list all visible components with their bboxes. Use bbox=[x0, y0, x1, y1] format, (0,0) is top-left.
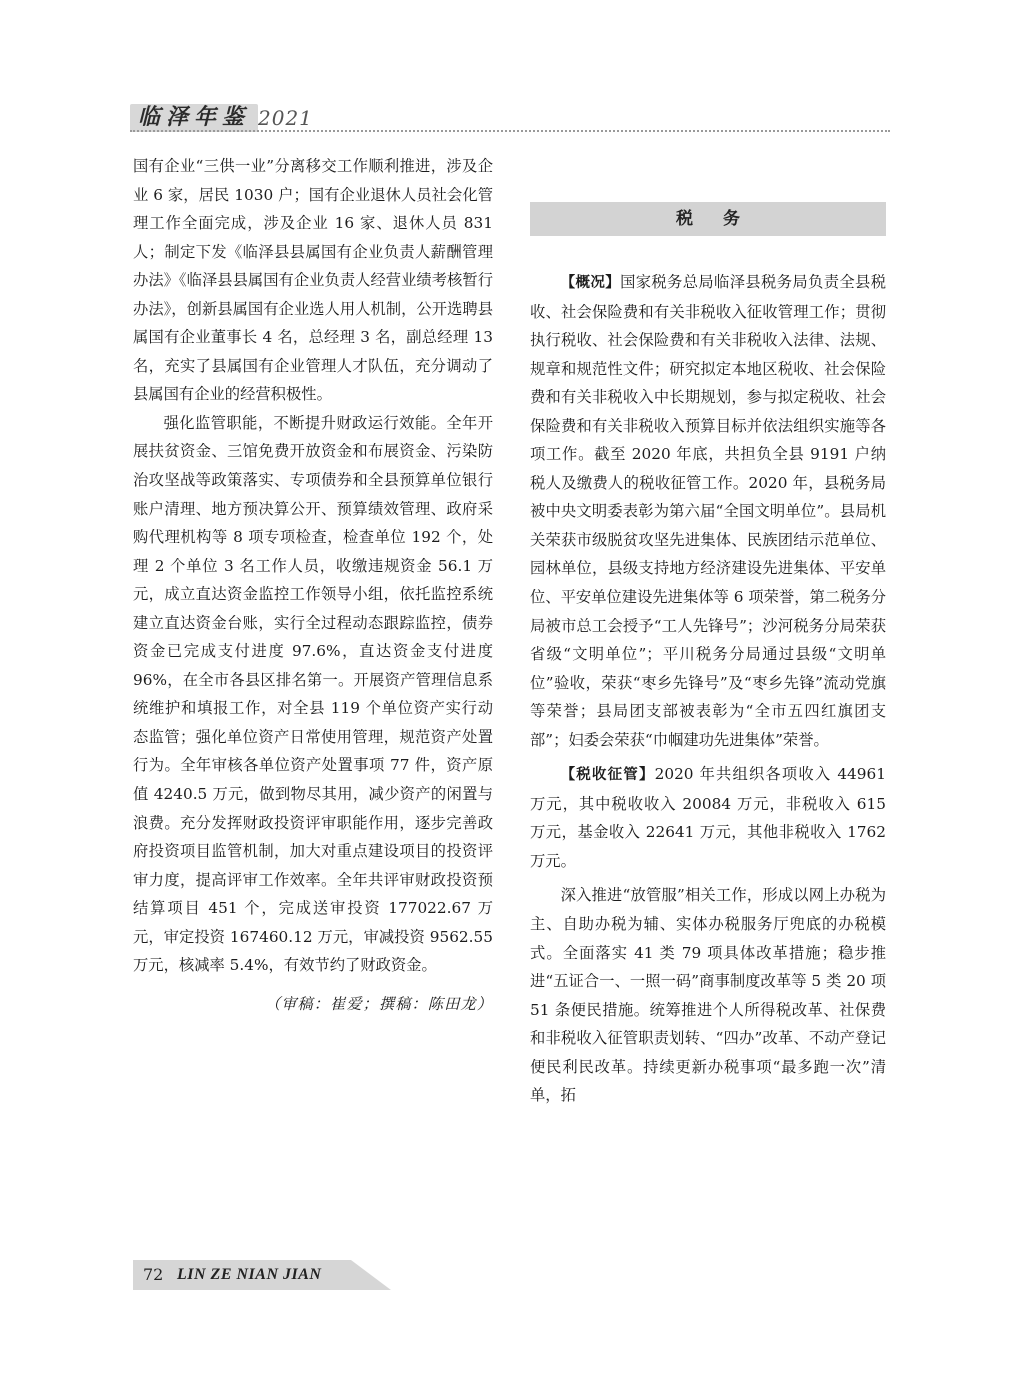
yearbook-title: 临泽年鉴 bbox=[130, 104, 258, 132]
section-title-taxation: 税务 bbox=[530, 202, 886, 236]
paragraph-tax-collection bbox=[530, 760, 886, 875]
page-number: 72 bbox=[143, 1265, 164, 1284]
page-footer bbox=[133, 1260, 393, 1290]
paragraph-fiscal-supervision: 强化监管职能，不断提升财政运行效能。全年开展扶贫资金、三馆免费开放资金和布展资金、污染防治攻坚战等政策落实、专项债券和全县预算单位银行账户清理、地方预决算公开、预算绩效管理、政府采购代理机构等 8 项专项检查，检查单位 192 个，处理 2 个单位 3 名工作人员，收缴违规资金 56.1 万元，成立直达资金监控工作领导小组，依托监控系统建立直达资金台账，实行全过程动态跟踪监控，债券资金已完成支付进度 97.6%，直达资金支付进度 96%，在全市各县区排名第一。开展资产管理信息系统维护和填报工作，对全县 119 个单位资产实行动态监管；强化单位资产日常使用管理，规范资产处置行为。全年审核各单位资产处置事项 77 件，资产原值 4240.5 万元，做到物尽其用，减少资产的闲置与浪费。充分发挥财政投资评审职能作用，逐步完善政府投资项目监管机制，加大对重点建设项目的投资评审力度，提高评审工作效率。全年共评审财政投资预结算项目 451 个，完成送审投资 177022.67 万元，审定投资 167460.12 万元，审减投资 9562.55 万元，核减率 5.4%，有效节约了财政资金。 bbox=[133, 413, 493, 975]
header-divider bbox=[130, 130, 890, 132]
tax-collection-tag: 【税收征管】 bbox=[560, 767, 655, 784]
yearbook-year: 2021 bbox=[258, 106, 313, 130]
page-header bbox=[130, 100, 890, 140]
tax-collection-text: 2020 年共组织各项收入 44961 万元，其中税收收入 20084 万元，非税收入 615 万元，基金收入 22641 万元，其他非税收入 1762 万元。 bbox=[530, 765, 886, 870]
overview-text: 国家税务总局临泽县税务局负责全县税收、社会保险费和有关非税收入征收管理工作；贯彻执行税收、社会保险费和有关非税收入法律、法规、规章和规范性文件；研究拟定本地区税收、社会保险费和有关非税收入中长期规划，参与拟定税收、社会保险费和有关非税收入预算目标并依法组织实施等各项工作。截至 2020 年底，共担负全县 9191 户纳税人及缴费人的税收征管工作。2020 年，县税务局被中央文明委表彰为第六届“全国文明单位”。县局机关荣获市级脱贫攻坚先进集体、民族团结示范单位、园林单位，县级支持地方经济建设先进集体、平安单位、平安单位建设先进集体等 6 项荣誉，第二税务分局被市总工会授予“工人先锋号”；沙河税务分局荣获省级“文明单位”；平川税务分局通过县级“文明单位”验收，荣获“枣乡先锋号”及“枣乡先锋”流动党旗等荣誉；县局团支部被表彰为“全市五四红旗团支部”；妇委会荣获“巾帼建功先进集体”荣誉。 bbox=[530, 273, 886, 749]
author-credit: （审稿：崔爱；撰稿：陈田龙） bbox=[264, 994, 493, 1013]
left-column bbox=[133, 152, 493, 1018]
paragraph-soe-reform: 国有企业“三供一业”分离移交工作顺利推进，涉及企业 6 家，居民 1030 户；国有企业退休人员社会化管理工作全面完成，涉及企业 16 家、退休人员 831 人；制定下发《临泽县县属国有企业负责人薪酬管理办法》《临泽县县属国有企业负责人经营业绩考核暂行办法》，创新县属国有企业选人用人机制，公开选聘县属国有企业董事长 4 名，总经理 3 名，副总经理 13 名，充实了县属国有企业管理人才队伍，充分调动了县属国有企业的经营积极性。 bbox=[133, 157, 493, 404]
paragraph-service-reform: 深入推进“放管服”相关工作，形成以网上办税为主、自助办税为辅、实体办税服务厅兜底的办税模式。全面落实 41 类 79 项具体改革措施；稳步推进“五证合一、一照一码”商事制度改革等 5 类 20 项 51 条便民措施。统筹推进个人所得税改革、社保费和非税收入征管职责划转、“四办”改革、不动产登记便民利民改革。持续更新办税事项“最多跑一次”清单，拓 bbox=[530, 886, 886, 1105]
right-column bbox=[530, 268, 886, 1110]
paragraph-overview bbox=[530, 268, 886, 754]
overview-tag: 【概况】 bbox=[560, 275, 621, 291]
running-title: LIN ZE NIAN JIAN bbox=[177, 1266, 322, 1283]
